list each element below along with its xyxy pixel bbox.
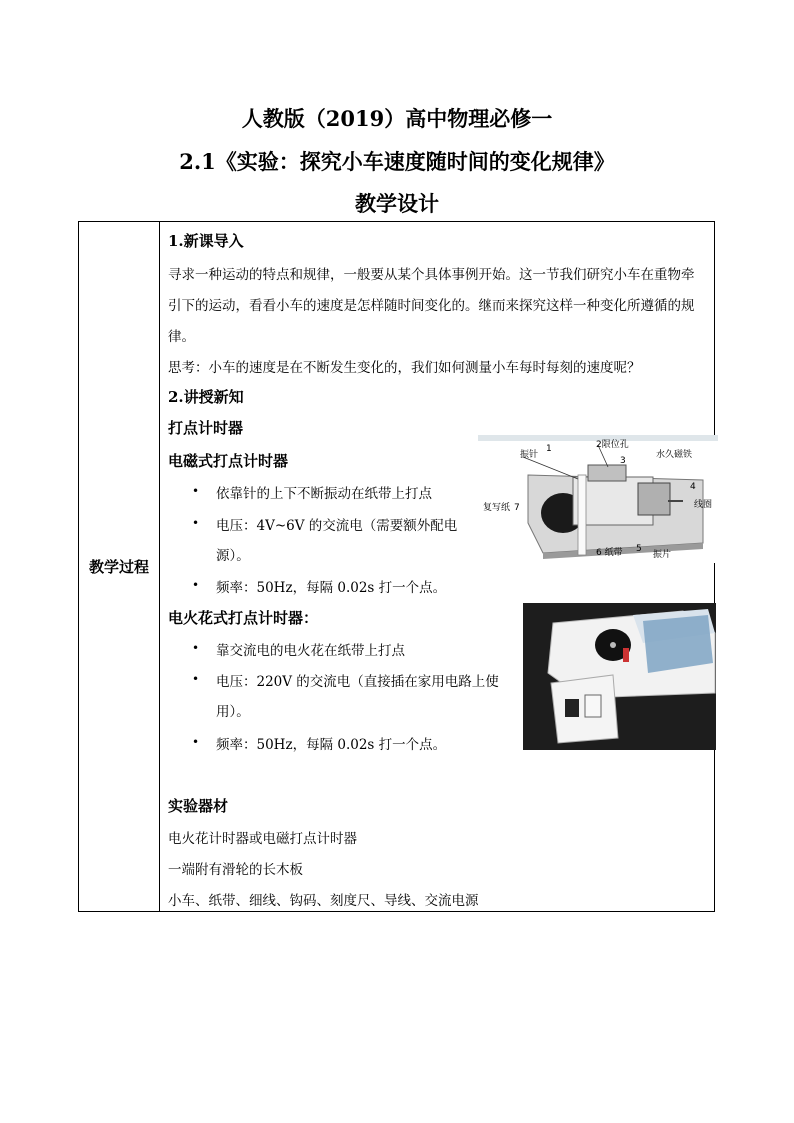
bullet: • [192, 735, 200, 749]
diagram-label: 5 [636, 544, 642, 554]
equipment-item: 一端附有滑轮的长木板 [168, 862, 303, 878]
em-bullet-1: 依靠针的上下不断振动在纸带上打点 [216, 486, 432, 502]
diagram-label: 3 [620, 456, 626, 466]
em-bullet-2-cont: 源）。 [216, 548, 250, 564]
spark-timer-photo [523, 603, 716, 750]
spark-bullet-1: 靠交流电的电火花在纸带上打点 [216, 643, 405, 659]
intro-paragraph-line: 寻求一种运动的特点和规律，一般要从某个具体事例开始。这一节我们研究小车在重物牵 [168, 267, 695, 283]
lesson-table [78, 221, 715, 912]
doc-title-line3: 教学设计 [355, 191, 439, 216]
bullet: • [192, 516, 200, 530]
spark-timer-heading: 电火花式打点计时器： [168, 609, 319, 627]
diagram-label: 7 [514, 503, 520, 513]
diagram-label: 振针 [520, 450, 539, 460]
doc-title-line2: 2.1《实验：探究小车速度随时间的变化规律》 [179, 149, 615, 174]
bullet: • [192, 484, 200, 498]
think-question: 思考：小车的速度是在不断发生变化的，我们如何测量小车每时每刻的速度呢？ [168, 360, 641, 376]
bullet: • [192, 672, 200, 686]
spark-bullet-2: 电压：220V 的交流电（直接插在家用电路上使 [216, 674, 499, 690]
section-title-new: 2.讲授新知 [168, 388, 244, 406]
em-timer-heading: 电磁式打点计时器 [168, 452, 289, 470]
em-bullet-3: 频率：50Hz，每隔 0.02s 打一个点。 [216, 580, 447, 596]
diagram-label: 线圈 [694, 500, 713, 510]
column-divider [159, 222, 160, 911]
bullet: • [192, 578, 200, 592]
section-title-intro: 1.新课导入 [168, 232, 244, 250]
equipment-item: 电火花计时器或电磁打点计时器 [168, 831, 357, 847]
diagram-label: 4 [690, 482, 696, 492]
row-label: 教学过程 [88, 558, 149, 576]
em-bullet-2: 电压：4V~6V 的交流电（需要额外配电 [216, 518, 458, 534]
electromagnetic-timer-diagram [478, 435, 718, 563]
intro-paragraph-line: 引下的运动，看看小车的速度是怎样随时间变化的。继而来探究这样一种变化所遵循的规 [168, 298, 695, 314]
intro-paragraph-line: 律。 [168, 329, 195, 345]
diagram-label: 1 [546, 444, 552, 454]
diagram-label: 复写纸 [483, 503, 511, 513]
diagram-label: 振片 [653, 550, 672, 560]
equipment-item: 小车、纸带、细线、钩码、刻度尺、导线、交流电源 [168, 893, 479, 909]
timer-heading: 打点计时器 [168, 419, 244, 437]
spark-bullet-2-cont: 用）。 [216, 704, 250, 720]
diagram-label: 2限位孔 [596, 440, 629, 450]
diagram-label: 水久磁铁 [656, 450, 693, 460]
spark-bullet-3: 频率：50Hz，每隔 0.02s 打一个点。 [216, 737, 447, 753]
doc-title-line1: 人教版（2019）高中物理必修一 [241, 106, 553, 131]
diagram-label: 6 纸带 [596, 548, 623, 558]
equipment-heading: 实验器材 [168, 797, 229, 815]
bullet: • [192, 641, 200, 655]
